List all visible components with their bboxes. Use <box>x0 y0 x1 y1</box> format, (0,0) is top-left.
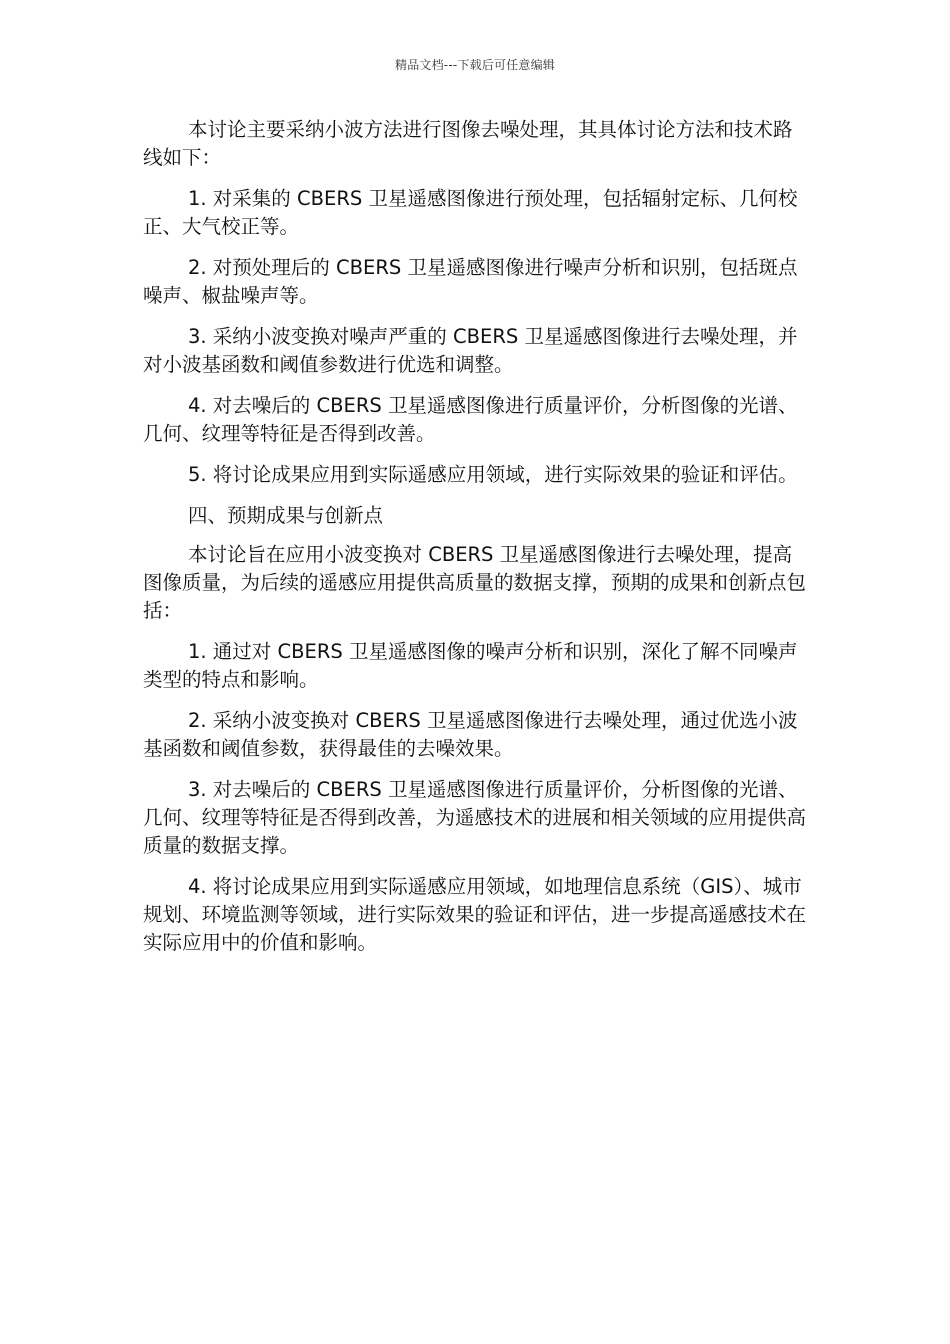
paragraph-method-5: 5. 将讨论成果应用到实际遥感应用领域，进行实际效果的验证和评估。 <box>188 463 798 486</box>
paragraph-method-4: 4. 对去噪后的 CBERS 卫星遥感图像进行质量评价，分析图像的光谱、几何、纹理等特征是否得到改善。 <box>143 394 798 445</box>
paragraph-expected-1: 1. 通过对 CBERS 卫星遥感图像的噪声分析和识别，深化了解不同噪声类型的特点和影响。 <box>143 640 798 691</box>
paragraph-expected-2: 2. 采纳小波变换对 CBERS 卫星遥感图像进行去噪处理，通过优选小波基函数和阈值参数，获得最佳的去噪效果。 <box>143 709 798 760</box>
paragraph-method-2: 2. 对预处理后的 CBERS 卫星遥感图像进行噪声分析和识别，包括斑点噪声、椒盐噪声等。 <box>143 256 798 307</box>
paragraph-expected-4: 4. 将讨论成果应用到实际遥感应用领域，如地理信息系统（GIS）、城市规划、环境监测等领域，进行实际效果的验证和评估，进一步提高遥感技术在实际应用中的价值和影响。 <box>143 875 807 954</box>
paragraph-intro: 本讨论主要采纳小波方法进行图像去噪处理，其具体讨论方法和技术路线如下： <box>143 118 793 169</box>
document-body <box>143 116 811 970</box>
section-heading: 四、预期成果与创新点 <box>188 504 384 527</box>
paragraph-expected-3: 3. 对去噪后的 CBERS 卫星遥感图像进行质量评价，分析图像的光谱、几何、纹理等特征是否得到改善，为遥感技术的进展和相关领域的应用提供高质量的数据支撑。 <box>143 778 807 857</box>
paragraph-method-3: 3. 采纳小波变换对噪声严重的 CBERS 卫星遥感图像进行去噪处理，并对小波基函数和阈值参数进行优选和调整。 <box>143 325 798 376</box>
paragraph-expected-intro: 本讨论旨在应用小波变换对 CBERS 卫星遥感图像进行去噪处理，提高图像质量，为后续的遥感应用提供高质量的数据支撑，预期的成果和创新点包括： <box>143 543 807 622</box>
paragraph-method-1: 1. 对采集的 CBERS 卫星遥感图像进行预处理，包括辐射定标、几何校正、大气校正等。 <box>143 187 798 238</box>
page-header: 精品文档---下载后可任意编辑 <box>395 58 555 72</box>
